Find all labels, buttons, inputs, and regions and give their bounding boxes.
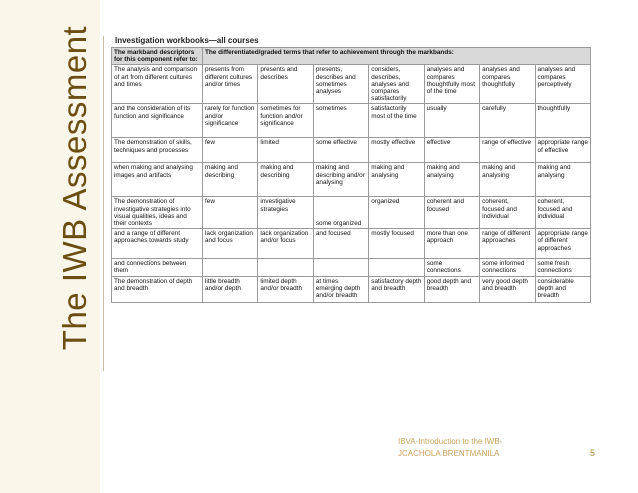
table-cell: coherent, focused and individual <box>480 197 535 229</box>
row-descriptor: and the consideration of its function and significance <box>112 104 203 138</box>
table-cell: making and describing and/or analysing <box>313 163 368 197</box>
table-cell: making and describing <box>258 163 313 197</box>
table-cell: few <box>203 197 258 229</box>
table-cell: little breadth and/or depth <box>203 276 258 302</box>
table-cell: lack organization and focus <box>203 229 258 259</box>
table-cell: making and analysing <box>480 163 535 197</box>
markband-table <box>111 47 591 303</box>
table-cell: limited depth and/or breadth <box>258 276 313 302</box>
table-cell: sometimes <box>313 104 368 138</box>
table-row <box>112 229 591 259</box>
table-cell: analyses and compares thoughtfully most of the time <box>424 65 479 104</box>
table-cell: mostly focused <box>369 229 424 259</box>
table-cell: mostly effective <box>369 138 424 163</box>
table-cell <box>369 259 424 276</box>
table-cell: good depth and breadth <box>424 276 479 302</box>
slide-title-container <box>54 8 96 368</box>
footer-line: IBVA-Introduction to the IWB- <box>398 437 503 446</box>
table-cell: satisfactorily most of the time <box>369 104 424 138</box>
table-header-row <box>112 48 591 65</box>
row-descriptor: The demonstration of depth and breadth <box>112 276 203 302</box>
table-cell <box>313 259 368 276</box>
row-descriptor: and connections between them <box>112 259 203 276</box>
table-cell: making and analysing <box>369 163 424 197</box>
table-cell: lack organization and/or focus <box>258 229 313 259</box>
table-cell: few <box>203 138 258 163</box>
page-number: 5 <box>590 448 596 458</box>
table-cell: sometimes for function and/or significance <box>258 104 313 138</box>
table-cell: presents and describes <box>258 65 313 104</box>
table-cell: thoughtfully <box>535 104 590 138</box>
slide-footer <box>398 436 502 460</box>
table-cell: considers, describes, analyses and compares satisfactorily <box>369 65 424 104</box>
table-cell: some effective <box>313 138 368 163</box>
table-cell: analyses and compares thoughtfully <box>480 65 535 104</box>
row-descriptor: The analysis and comparison of art from different cultures and times <box>112 65 203 104</box>
table-cell: appropriate range of effective <box>535 138 590 163</box>
table-cell: analyses and compares perceptively <box>535 65 590 104</box>
table-cell: some fresh connections <box>535 259 590 276</box>
table-cell: range of different approaches <box>480 229 535 259</box>
table-cell: organized <box>369 197 424 229</box>
table-cell: coherent and focused <box>424 197 479 229</box>
table-cell: very good depth and breadth <box>480 276 535 302</box>
table-cell: some informed connections <box>480 259 535 276</box>
table-cell: satisfactory depth and breadth <box>369 276 424 302</box>
table-cell: rarely for function and/or significance <box>203 104 258 138</box>
table-cell: and focused <box>313 229 368 259</box>
table-row <box>112 259 591 276</box>
row-descriptor: The demonstration of investigative strategies into visual qualities, ideas and their contexts <box>112 197 203 229</box>
table-cell: presents from different cultures and/or times <box>203 65 258 104</box>
row-descriptor: and a range of different approaches towards study <box>112 229 203 259</box>
table-cell: investigative strategies <box>258 197 313 229</box>
table-cell: carefully <box>480 104 535 138</box>
header-left-cell: The markband descriptors for this component refer to: <box>112 48 203 65</box>
table-cell: more than one approach <box>424 229 479 259</box>
document-title: Investigation workbooks—all courses <box>115 36 259 45</box>
divider-line <box>103 36 104 371</box>
table-row <box>112 163 591 197</box>
table-row <box>112 104 591 138</box>
table-cell: effective <box>424 138 479 163</box>
table-row <box>112 65 591 104</box>
table-cell: considerable depth and breadth <box>535 276 590 302</box>
row-descriptor: when making and analysing images and artifacts <box>112 163 203 197</box>
table-cell: coherent, focused and individual <box>535 197 590 229</box>
table-cell: range of effective <box>480 138 535 163</box>
document-image <box>111 36 591 303</box>
table-cell <box>203 259 258 276</box>
table-cell: at times emerging depth and/or breadth <box>313 276 368 302</box>
table-cell: limited <box>258 138 313 163</box>
header-right-cell: The differentiated/graded terms that refer to achievement through the markbands: <box>203 48 591 65</box>
table-row <box>112 276 591 302</box>
table-cell: usually <box>424 104 479 138</box>
table-cell: presents, describes and sometimes analyses <box>313 65 368 104</box>
table-cell: some connections <box>424 259 479 276</box>
table-cell: some organized <box>313 197 368 229</box>
table-cell: making and describing <box>203 163 258 197</box>
table-row <box>112 138 591 163</box>
footer-line: JCACHOLA BRENTMANILA <box>398 449 500 458</box>
slide-title: The IWB Assessment <box>56 25 93 351</box>
table-cell: making and analysing <box>535 163 590 197</box>
table-cell <box>258 259 313 276</box>
row-descriptor: The demonstration of skills, techniques and processes <box>112 138 203 163</box>
table-cell: making and analysing <box>424 163 479 197</box>
table-row <box>112 197 591 229</box>
table-cell: appropriate range of different approaches <box>535 229 590 259</box>
